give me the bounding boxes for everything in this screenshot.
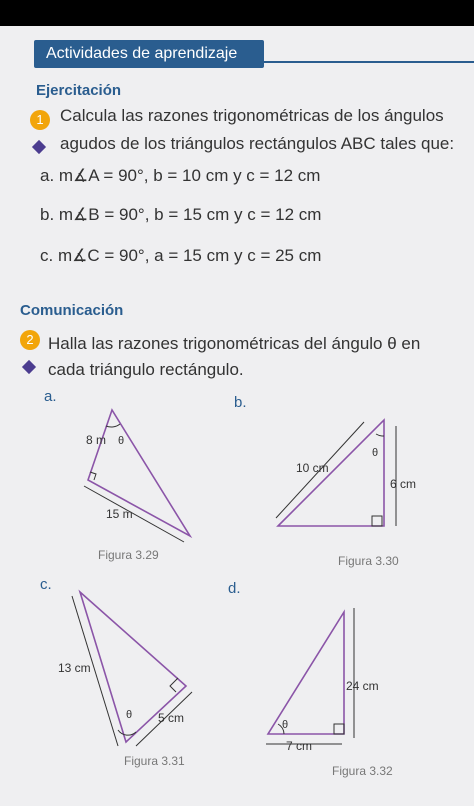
triangle-figure-a	[84, 410, 190, 542]
exercise-1-line-1: Calcula las razones trigonométricas de los ángulos	[60, 106, 444, 125]
side-label-13cm: 13 cm	[58, 661, 91, 675]
side-label-6cm: 6 cm	[390, 477, 417, 491]
theta-label-b: θ	[372, 447, 379, 459]
section-comunicacion: Comunicación	[20, 302, 124, 319]
exercise-number-2: 2	[20, 330, 40, 350]
exercise-1-line-2: agudos de los triángulos rectángulos ABC tales que:	[60, 134, 455, 153]
theta-label-a: θ	[118, 435, 125, 447]
side-label-10cm: 10 cm	[296, 461, 329, 475]
exercise-1-item-c: c. m∡C = 90°, a = 15 cm y c = 25 cm	[40, 246, 322, 265]
triangle-figure-b	[276, 420, 416, 526]
figure-label-c: c.	[40, 576, 52, 593]
figure-caption-3-30: Figura 3.30	[338, 554, 399, 568]
textbook-page	[0, 26, 474, 806]
exercise-2-line-1: Halla las razones trigonométricas del ángulo θ en	[48, 334, 421, 353]
triangle-figures	[0, 26, 474, 806]
exercise-2-line-2: cada triángulo rectángulo.	[48, 360, 244, 379]
side-label-15m: 15 m	[106, 507, 133, 521]
figure-caption-3-29: Figura 3.29	[98, 548, 159, 562]
triangle-figure-c	[58, 592, 192, 746]
figure-label-b: b.	[234, 394, 247, 411]
side-label-8m: 8 m	[86, 433, 107, 447]
figure-label-d: d.	[228, 580, 241, 597]
section-ejercitacion: Ejercitación	[36, 82, 122, 99]
theta-label-d: θ	[282, 719, 289, 731]
theta-label-c: θ	[126, 709, 133, 721]
figure-caption-3-31: Figura 3.31	[124, 754, 185, 768]
exercise-1-item-a: a. m∡A = 90°, b = 10 cm y c = 12 cm	[40, 166, 321, 185]
side-label-24cm: 24 cm	[346, 679, 379, 693]
exercise-1-item-b: b. m∡B = 90°, b = 15 cm y c = 12 cm	[40, 205, 322, 224]
exercise-number-1: 1	[30, 110, 50, 130]
figure-caption-3-32: Figura 3.32	[332, 764, 393, 778]
activities-banner: Actividades de aprendizaje	[34, 40, 264, 68]
figure-label-a: a.	[44, 388, 57, 405]
side-label-7cm: 7 cm	[286, 739, 313, 753]
side-label-5cm: 5 cm	[158, 711, 185, 725]
triangle-figure-d	[266, 608, 379, 753]
